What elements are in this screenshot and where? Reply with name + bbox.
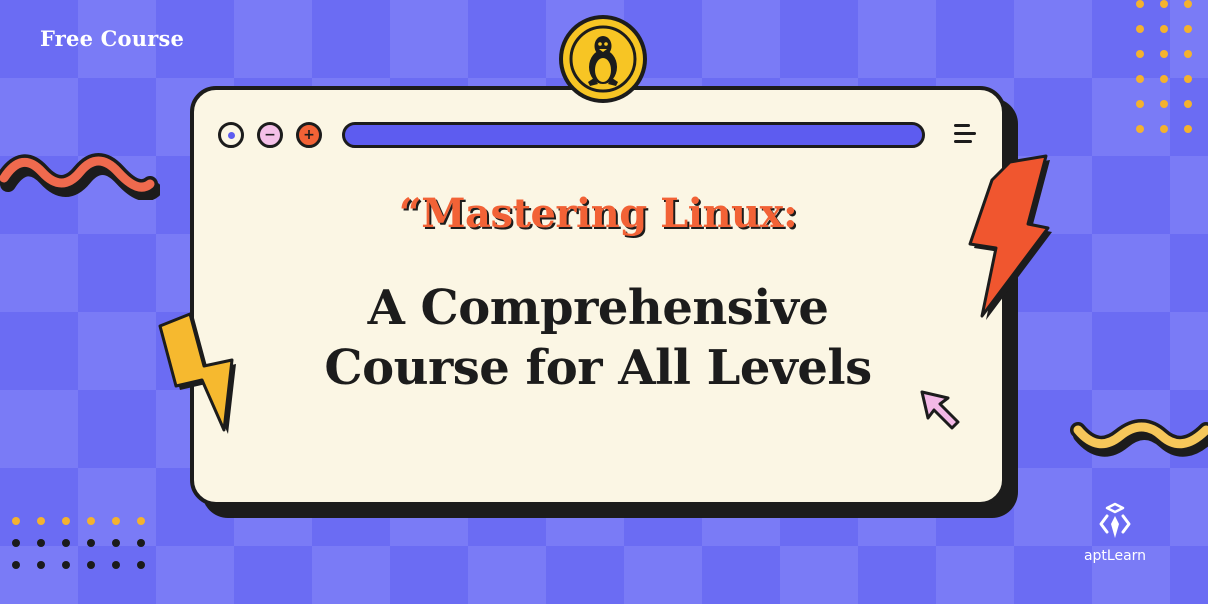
brand-emblem-icon [1097,502,1133,542]
brand-logo [1078,502,1152,564]
page-title-line2a: A Comprehensive [367,280,829,336]
window-maximize-button[interactable] [296,122,322,148]
brand-name: aptLearn [1083,548,1147,564]
lightning-bolt-icon [154,308,244,438]
cursor-arrow-icon [918,388,966,432]
dot-pattern-bottom-left [12,517,145,569]
squiggle-orange-decoration [0,140,160,200]
minus-icon: − [264,127,276,143]
linux-penguin-icon [558,14,648,104]
page-title-line1: “Mastering Linux: [398,190,798,237]
page-title-line2 [194,278,1002,398]
window-close-button[interactable] [218,122,244,148]
page-title-line2b: Course for All Levels [324,340,872,396]
lightning-bolt-icon [952,148,1052,324]
address-bar[interactable] [342,122,925,148]
dot-pattern-top-right [1136,0,1192,133]
squiggle-yellow-decoration [1070,408,1208,468]
plus-icon: + [303,127,315,143]
window-minimize-button[interactable] [257,122,283,148]
hamburger-menu-icon[interactable] [954,124,976,146]
browser-window [190,86,1006,506]
free-course-label: Free Course [40,26,185,51]
